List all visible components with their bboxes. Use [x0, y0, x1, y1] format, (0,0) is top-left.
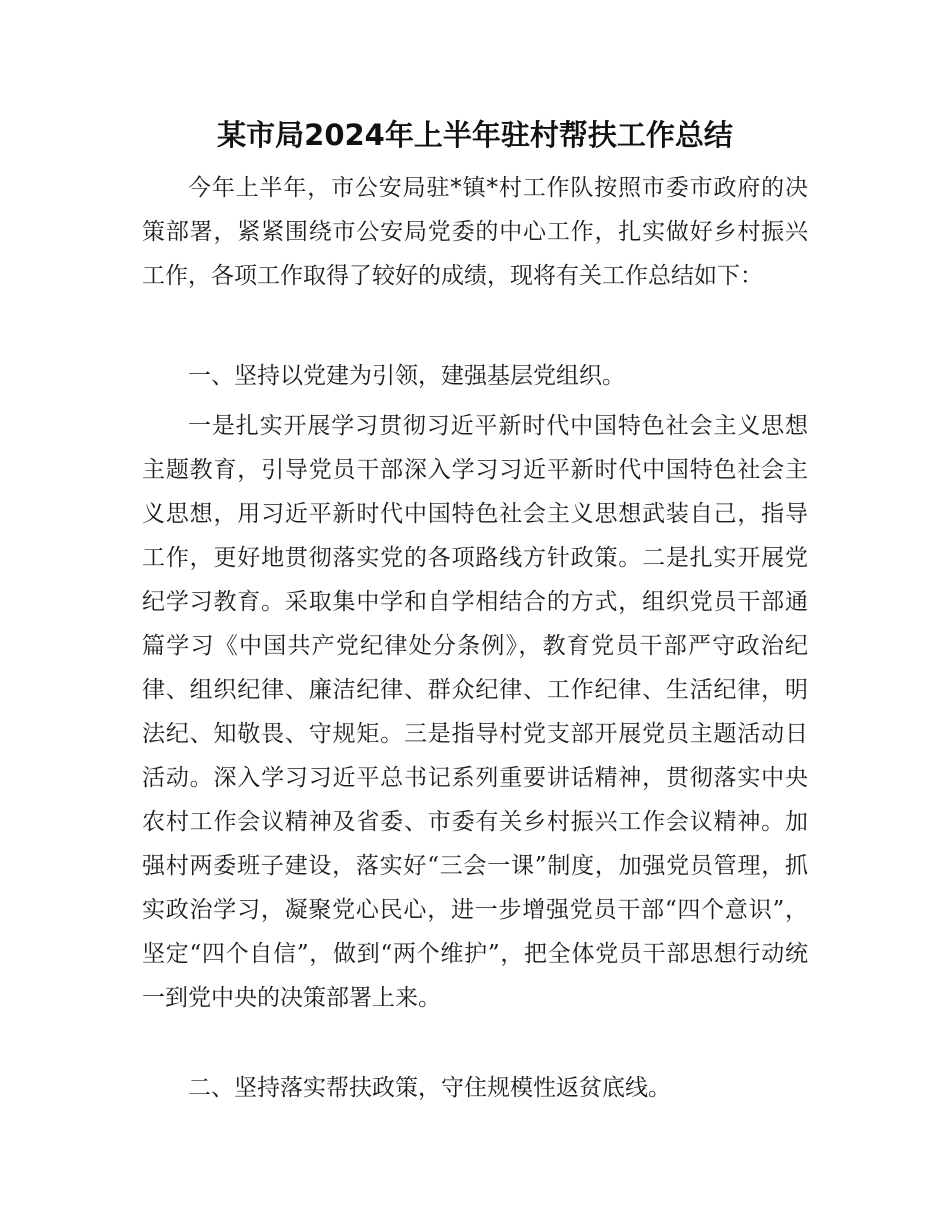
section-1-heading: 一、坚持以党建为引领，建强基层党组织。	[188, 363, 625, 389]
document-title: 某市局2024年上半年驻村帮扶工作总结	[217, 118, 733, 152]
section-1-paragraph: 一是扎实开展学习贯彻习近平新时代中国特色社会主义思想主题教育，引导党员干部深入学习习近平新时代中国特色社会主义思想，用习近平新时代中国特色社会主义思想武装自己，指导工作，更好地贯彻落实党的各项路线方针政策。二是扎实开展党纪学习教育。采取集中学和自学相结合的方式，组织党员干部通篇学习《中国共产党纪律处分条例》，教育党员干部严守政治纪律、组织纪律、廉洁纪律、群众纪律、工作纪律、生活纪律，明法纪、知敬畏、守规矩。三是指导村党支部开展党员主题活动日活动。深入学习习近平总书记系列重要讲话精神，贯彻落实中央农村工作会议精神及省委、市委有关乡村振兴工作会议精神。加强村两委班子建设，落实好“三会一课”制度，加强党员管理，抓实政治学习，凝聚党心民心，进一步增强党员干部“四个意识”，坚定“四个自信”，做到“两个维护”，把全体党员干部思想行动统一到党中央的决策部署上来。	[142, 413, 808, 1011]
intro-paragraph: 今年上半年，市公安局驻*镇*村工作队按照市委市政府的决策部署，紧紧围绕市公安局党委的中心工作，扎实做好乡村振兴工作，各项工作取得了较好的成绩，现将有关工作总结如下：	[142, 175, 808, 289]
section-2-heading: 二、坚持落实帮扶政策，守住规模性返贫底线。	[188, 1075, 671, 1101]
